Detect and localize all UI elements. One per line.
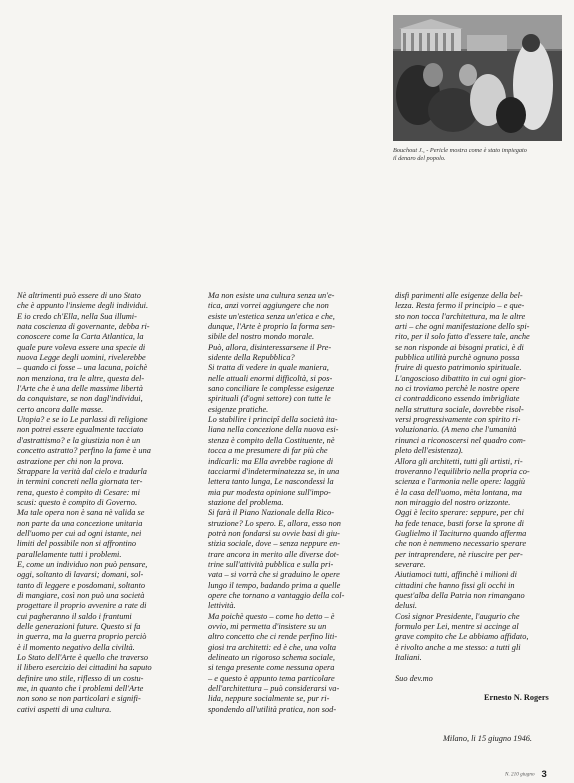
text-line: tacciarmi d'indeterminatezza se, in una (208, 466, 340, 476)
text-line: è il momento negativo della civiltà. (17, 642, 135, 652)
text-line: sto non tocca l'architettura, ma le altre (395, 311, 526, 321)
text-line: da conquistare, se non dagl'individui, (17, 394, 143, 404)
text-line: E, come un individuo non può pensare, (17, 559, 148, 569)
text-line: di mangiare, così non può una società (17, 590, 145, 600)
text-line: per intraprendere, nè riuscire per per- (395, 549, 523, 559)
text-line: rinunci a riconoscersi nel quadro com- (395, 435, 526, 445)
text-line (395, 663, 565, 673)
text-line: stizia sociale, dove – senza neppure en- (208, 539, 341, 549)
text-line: non miraggio del nostro orizzonte. (395, 497, 511, 507)
text-line: quale pure voleva essere una specie di (17, 342, 146, 352)
text-line: Strappare la verità dal cielo e tradurla (17, 466, 147, 476)
text-line: sibile del nostro mondo morale. (208, 332, 315, 342)
text-line: altro concetto che ci rende perfino liti- (208, 632, 338, 642)
signature-date: Milano, li 15 giugno 1946. (443, 734, 532, 743)
text-line: se non risponde ai bisogni pratici, è di (395, 342, 524, 352)
text-line: esiste un'estetica senza un'etica e che, (208, 311, 335, 321)
text-line: dell'architettura – può considerarsi va- (208, 684, 340, 694)
text-line: lettera tanto lunga, Le nascondessi la (208, 477, 334, 487)
pericles-painting-image (393, 15, 562, 141)
text-line: rito, per il solo fatto d'essere tale, anche (395, 332, 530, 342)
text-line: definire uno stile, riflesso di un costu- (17, 673, 144, 683)
text-line: Può, allora, disinteressarsene il Pre- (208, 342, 332, 352)
publication-issue: N. 210 giugno (505, 771, 535, 778)
text-line: delle generazioni future. Questo si fa (17, 622, 141, 631)
text-line: Ma poichè questo – come ho detto – è (208, 611, 335, 621)
text-line: dunque, l'Arte è proprio la forma sen- (208, 322, 335, 332)
text-line: vata – si vorrà che si graduino le opere (208, 570, 340, 580)
text-line: spondendo all'utilità pratica, non sod- (208, 704, 337, 714)
text-line: cativi aspetti di una cultura. (17, 704, 112, 714)
text-line: non potrei essere egualmente tacciato (17, 425, 144, 435)
text-line: struzione? Lo spero. E, allora, esso non (208, 518, 341, 528)
text-line: fruire di questo patrimonio spirituale. (395, 363, 522, 373)
text-line: ovvio, mi permetta d'insistere su un (208, 622, 327, 631)
text-line: mia pur modesta opinione sull'impo- (208, 487, 331, 497)
page-footer (505, 765, 547, 783)
caption-line: Bouchout J., - Pericle mostra come è stato impiegato (393, 147, 527, 154)
text-line: non menziona, tra le altre, questa del- (17, 373, 145, 383)
text-line: conoscere come la Carta Atlantica, la (17, 332, 144, 342)
text-line: Nè altrimenti può essere di uno Stato (17, 291, 141, 300)
text-line: pubblica utilità purchè ognuno possa (395, 353, 520, 363)
text-line: Guglielmo il Taciturno quando afferma (395, 528, 527, 538)
text-line: Aiutiamoci tutti, affinchè i milioni di (395, 570, 517, 580)
text-line: astrazione per chi non la prova. (17, 456, 124, 466)
text-line: Allora gli architetti, tutti gli artisti, ri- (395, 456, 523, 466)
text-line: in guerra, ma la guerra proprio perciò (17, 632, 147, 642)
text-line: Oggi è lecito sperare: seppure, per chi (395, 508, 524, 518)
text-line: Lo stabilire i principî della società ita- (208, 415, 338, 425)
text-line: arti – che ogni manifestazione dello spi- (395, 322, 530, 332)
text-line: Ma tale opera non è sana nè valida se (17, 508, 145, 518)
text-line: Suo dev.mo (395, 673, 433, 683)
text-line: voluzionario. (A meno che l'umanità (395, 425, 517, 435)
text-line: rena, questo è compito di Cesare: mi (17, 487, 140, 497)
text-line: scienza e l'armonia nelle opere: laggiù (395, 477, 526, 487)
text-line: tocca a me presumere di far più che (208, 446, 328, 456)
text-line: severare. (395, 559, 426, 569)
text-line: si tenga presente come nessuna opera (208, 663, 335, 673)
text-line: non sono se non particolari e signifi- (17, 694, 141, 704)
text-line: troveranno l'equilibrio nella propria co- (395, 466, 530, 476)
text-line: formulo per Lei, mentre si accinge al (395, 622, 519, 631)
text-line: spirituali (d'ogni settore) con tutte le (208, 394, 331, 404)
text-line: E io credo ch'Ella, nella Sua illumi- (17, 311, 137, 321)
photo-caption (393, 147, 568, 163)
text-line: lungo il tempo, badando prima a quelle (208, 580, 341, 590)
text-line: trine sull'attività pubblica e sulla pri- (208, 559, 334, 569)
text-line: grave compito che Le abbiamo affidato, (395, 632, 529, 642)
text-line: – quando ci fosse – una lacuna, poichè (17, 363, 148, 373)
text-line: Lo Stato dell'Arte è quello che traverso (17, 653, 149, 663)
page-number: 3 (541, 768, 547, 780)
text-line: sano conciliare le complesse esigenze (208, 384, 335, 394)
text-line: Utopia? e se io Le parlassi di religione (17, 415, 148, 425)
text-line: esigenze pratiche. (208, 404, 269, 414)
text-line: – e questo è appunto tema particolare (208, 673, 335, 683)
text-line: no ci troviamo perchè le nostre opere (395, 384, 520, 394)
text-line: quest'alba della Patria non rimangano (395, 590, 525, 600)
text-line: l'Arte che è una delle massime libertà (17, 384, 143, 394)
text-column-2 (208, 291, 378, 715)
text-line: Ma non esiste una cultura senza un'e- (208, 291, 335, 300)
text-line: che è appunto l'insieme degli individui. (17, 301, 149, 311)
text-line: lezza. Resta fermo il principio – e que- (395, 301, 525, 311)
text-line: tica, anzi vorrei aggiungere che non (208, 301, 329, 311)
text-line: versi progressivamente con spirito ri- (395, 415, 521, 425)
text-line: progettare il proprio avvenire a rate di (17, 601, 147, 611)
text-line: Si farà il Piano Nazionale della Rico- (208, 508, 335, 518)
text-line: stazione del problema. (208, 497, 284, 507)
text-line: nella struttura sociale, dovrebbe risol- (395, 404, 524, 414)
text-line: è la casa dell'uomo, mèta lontana, ma (395, 487, 522, 497)
text-line: ci contraddicono essendo imbrigliate (395, 394, 520, 404)
text-line: indicarli: ma Ella avrebbe ragione di (208, 456, 334, 466)
text-line: certo ancora dalle masse. (17, 404, 104, 414)
text-line: dell'uomo per cui ad ogni istante, nei (17, 528, 142, 538)
text-line: opere che tornano a vantaggio della col- (208, 590, 345, 600)
text-line: non parte da una concezione unitaria (17, 518, 143, 528)
text-line: nata coscienza di governante, debba ri- (17, 322, 150, 332)
text-line: giosi tra architetti: ed è che, una volta (208, 642, 337, 652)
text-line: che non è nemmeno necessario sperare (395, 539, 527, 549)
text-line: è rivolto anche a me stesso: a tutti gli (395, 642, 521, 652)
text-line: Così signor Presidente, l'augurio che (395, 611, 520, 621)
text-line: Italiani. (395, 653, 422, 663)
text-line: delineato un rigoroso schema sociale, (208, 653, 335, 663)
text-column-3 (395, 291, 565, 684)
text-line: nelle attuali enormi difficoltà, si pos- (208, 373, 333, 383)
text-line: scusi: questo è compito di Governo. (17, 497, 138, 507)
text-line: nuova Legge degli uomini, rivelerebbe (17, 353, 146, 363)
text-line: trare ancora in merito alle diverse dot- (208, 549, 339, 559)
text-line: Si tratta di vedere in quale maniera, (208, 363, 329, 373)
signature-name: Ernesto N. Rogers (484, 693, 549, 702)
text-line: cittadini che hanno fissi gli occhi in (395, 580, 515, 590)
text-line: me, in quanto che i problemi dell'Arte (17, 684, 144, 694)
caption-line: il denaro del popolo. (393, 155, 446, 162)
text-line: stenza è compito della Costituente, nè (208, 435, 335, 445)
text-line: limiti del possibile non si affrontino (17, 539, 137, 549)
text-line: potrà non fondarsi su ovvie basi di giu- (208, 528, 340, 538)
text-line: pleto dell'esistenza). (395, 446, 464, 456)
text-line: liana nella concezione della nuova esi- (208, 425, 339, 435)
text-line: lettività. (208, 601, 236, 611)
text-line: lida, neppure socialmente se, pur ri- (208, 694, 330, 704)
text-line: in termini concreti nella giornata ter- (17, 477, 143, 487)
text-line: d'astrattismo? e la giustizia non è un (17, 435, 141, 445)
text-line: sidente della Repubblica? (208, 353, 295, 363)
text-line: parallelamente tutti i problemi. (17, 549, 122, 559)
text-line: tanto di leggere e posdomani, soltanto (17, 580, 146, 590)
text-line: il libero esercizio dei cittadini ha saputo (17, 663, 152, 673)
text-line: cui pagheranno il saldo i frantumi (17, 611, 132, 621)
text-line: disfi parimenti alle esigenze della bel- (395, 291, 523, 300)
text-column-1 (17, 291, 187, 715)
text-line: L'angoscioso dibattito in cui ogni gior- (395, 373, 526, 383)
text-line: concetto astratto? perfino la fame è una (17, 446, 151, 456)
text-line: ha fede tenace, basti forse la sprone di (395, 518, 524, 528)
painting-photo (393, 15, 562, 141)
text-line: delusi. (395, 601, 418, 611)
text-line: oggi, soltanto di lavarsi; domani, sol- (17, 570, 144, 580)
